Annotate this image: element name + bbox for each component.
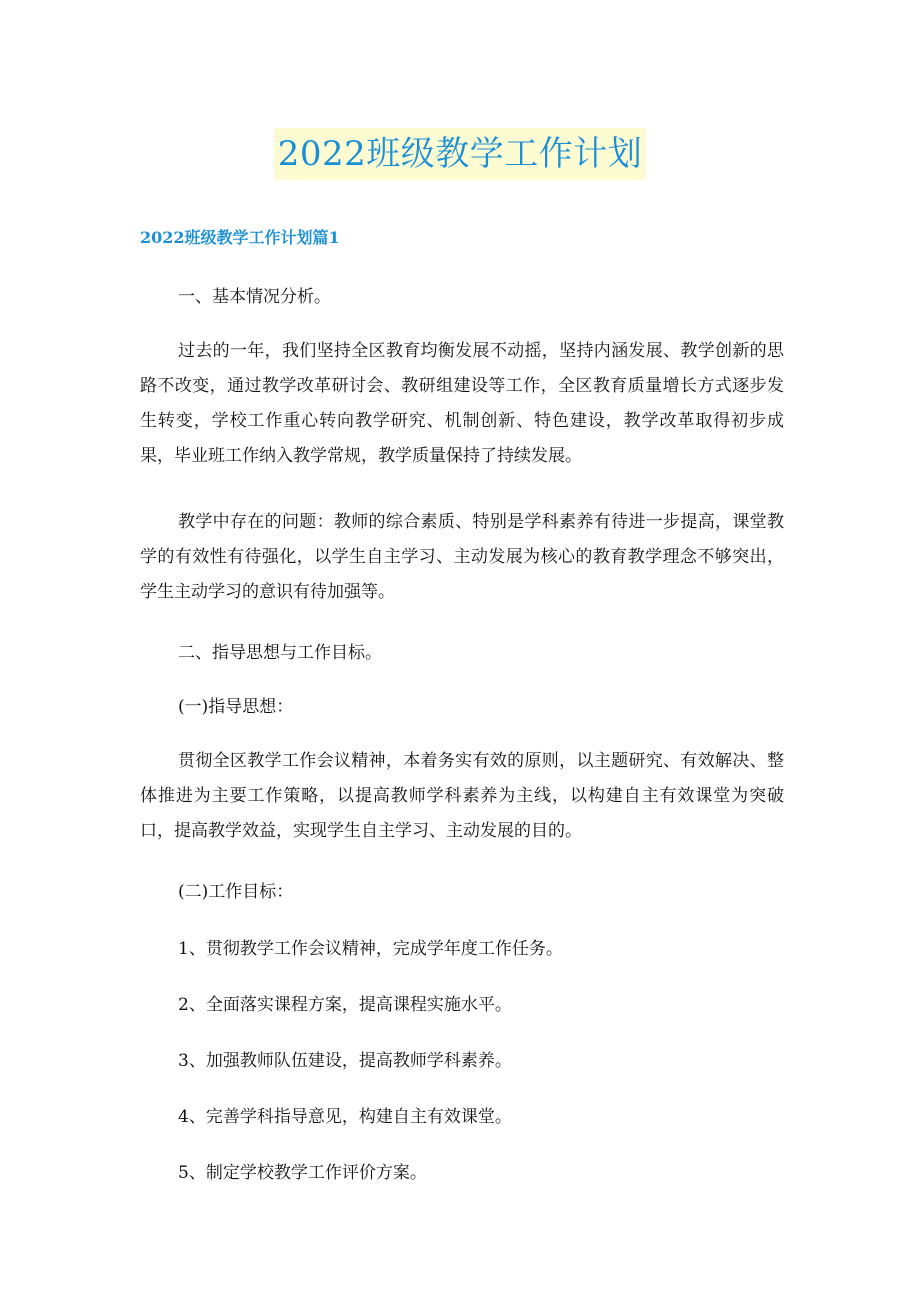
subheading-guiding-thought: (一)指导思想： — [178, 697, 294, 717]
paragraph-guiding-thought: 贯彻全区教学工作会议精神，本着务实有效的原则，以主题研究、有效解决、整体推进为主要工作策略，以提高教师学科素养为主线，以构建自主有效课堂为突破口，提高教学效益，实现学生自主学习、主动发展的目的。 — [140, 751, 784, 841]
heading-guiding-ideas: 二、指导思想与工作目标。 — [178, 643, 382, 663]
goal-item: 2、全面落实课程方案，提高课程实施水平。 — [178, 995, 512, 1015]
subheading-work-goals: (二)工作目标： — [178, 882, 294, 902]
goal-item: 4、完善学科指导意见，构建自主有效课堂。 — [178, 1107, 512, 1127]
paragraph-problems: 教学中存在的问题：教师的综合素质、特别是学科素养有待进一步提高，课堂教学的有效性有待强化，以学生自主学习、主动发展为核心的教育教学理念不够突出，学生主动学习的意识有待加强等。 — [140, 512, 784, 602]
heading-basic-situation: 一、基本情况分析。 — [178, 287, 331, 307]
section-subtitle: 2022班级教学工作计划篇1 — [140, 228, 340, 247]
paragraph-past-year: 过去的一年，我们坚持全区教育均衡发展不动摇，坚持内涵发展、教学创新的思路不改变，通过教学改革研讨会、教研组建设等工作，全区教育质量增长方式逐步发生转变，学校工作重心转向教学研究、机制创新、特色建设，教学改革取得初步成果，毕业班工作纳入教学常规，教学质量保持了持续发展。 — [140, 341, 784, 466]
goal-item: 1、贯彻教学工作会议精神，完成学年度工作任务。 — [178, 939, 563, 959]
goal-item: 3、加强教师队伍建设，提高教师学科素养。 — [178, 1051, 512, 1071]
title-container — [0, 128, 920, 180]
document-title: 2022班级教学工作计划 — [274, 128, 647, 180]
goal-item: 5、制定学校教学工作评价方案。 — [178, 1163, 427, 1183]
